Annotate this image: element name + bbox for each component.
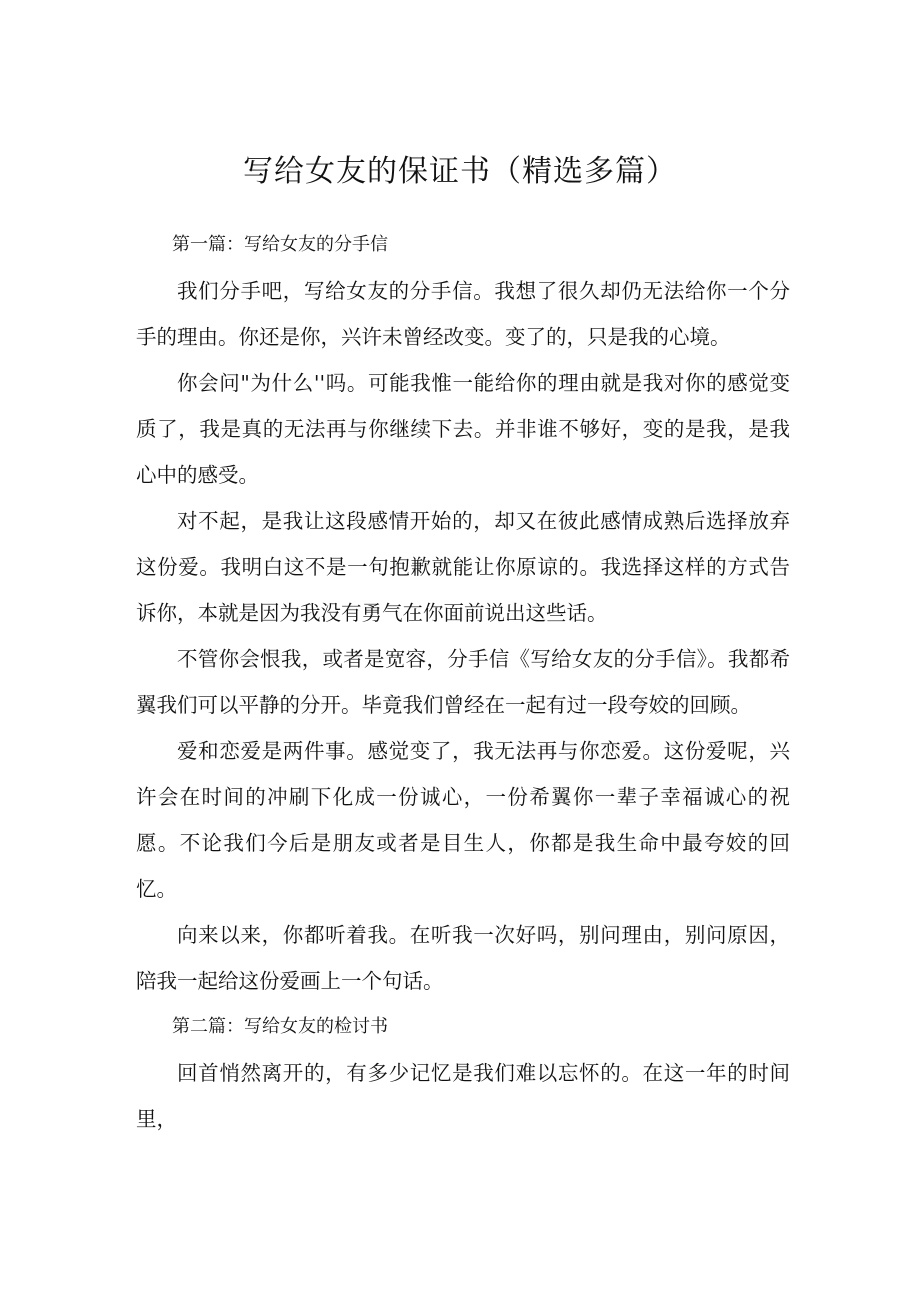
paragraph-1-6: 向来以来，你都听着我。在听我一次好吗，别问理由，别问原因，陪我一起给这份爱画上一个句话。 (136, 923, 790, 993)
section-heading-2: 第二篇：写给女友的检讨书 (172, 1016, 388, 1037)
document-title: 写给女友的保证书（精选多篇） (243, 154, 677, 189)
section-heading-1: 第一篇：写给女友的分手信 (172, 234, 388, 255)
paragraph-2-1: 回首悄然离开的，有多少记忆是我们难以忘怀的。在这一年的时间里， (136, 1061, 790, 1131)
paragraph-1-2: 你会问"为什么''吗。可能我惟一能给你的理由就是我对你的感觉变质了，我是真的无法再与你继续下去。并非谁不够好，变的是我，是我心中的感受。 (136, 371, 790, 487)
document-body (136, 222, 790, 1142)
paragraph-1-1: 我们分手吧，写给女友的分手信。我想了很久却仍无法给你一个分手的理由。你还是你，兴许未曾经改变。变了的，只是我的心境。 (136, 279, 790, 349)
paragraph-1-3: 对不起，是我让这段感情开始的，却又在彼此感情成熟后选择放弃这份爱。我明白这不是一句抱歉就能让你原谅的。我选择这样的方式告诉你，本就是因为我没有勇气在你面前说出这些话。 (136, 509, 790, 625)
paragraph-1-5: 爱和恋爱是两件事。感觉变了，我无法再与你恋爱。这份爱呢，兴许会在时间的冲刷下化成一份诚心，一份希翼你一辈子幸福诚心的祝愿。不论我们今后是朋友或者是目生人，你都是我生命中最夸姣的回忆。 (136, 739, 790, 901)
paragraph-1-4: 不管你会恨我，或者是宽容，分手信《写给女友的分手信》。我都希翼我们可以平静的分开。毕竟我们曾经在一起有过一段夸姣的回顾。 (136, 647, 790, 717)
